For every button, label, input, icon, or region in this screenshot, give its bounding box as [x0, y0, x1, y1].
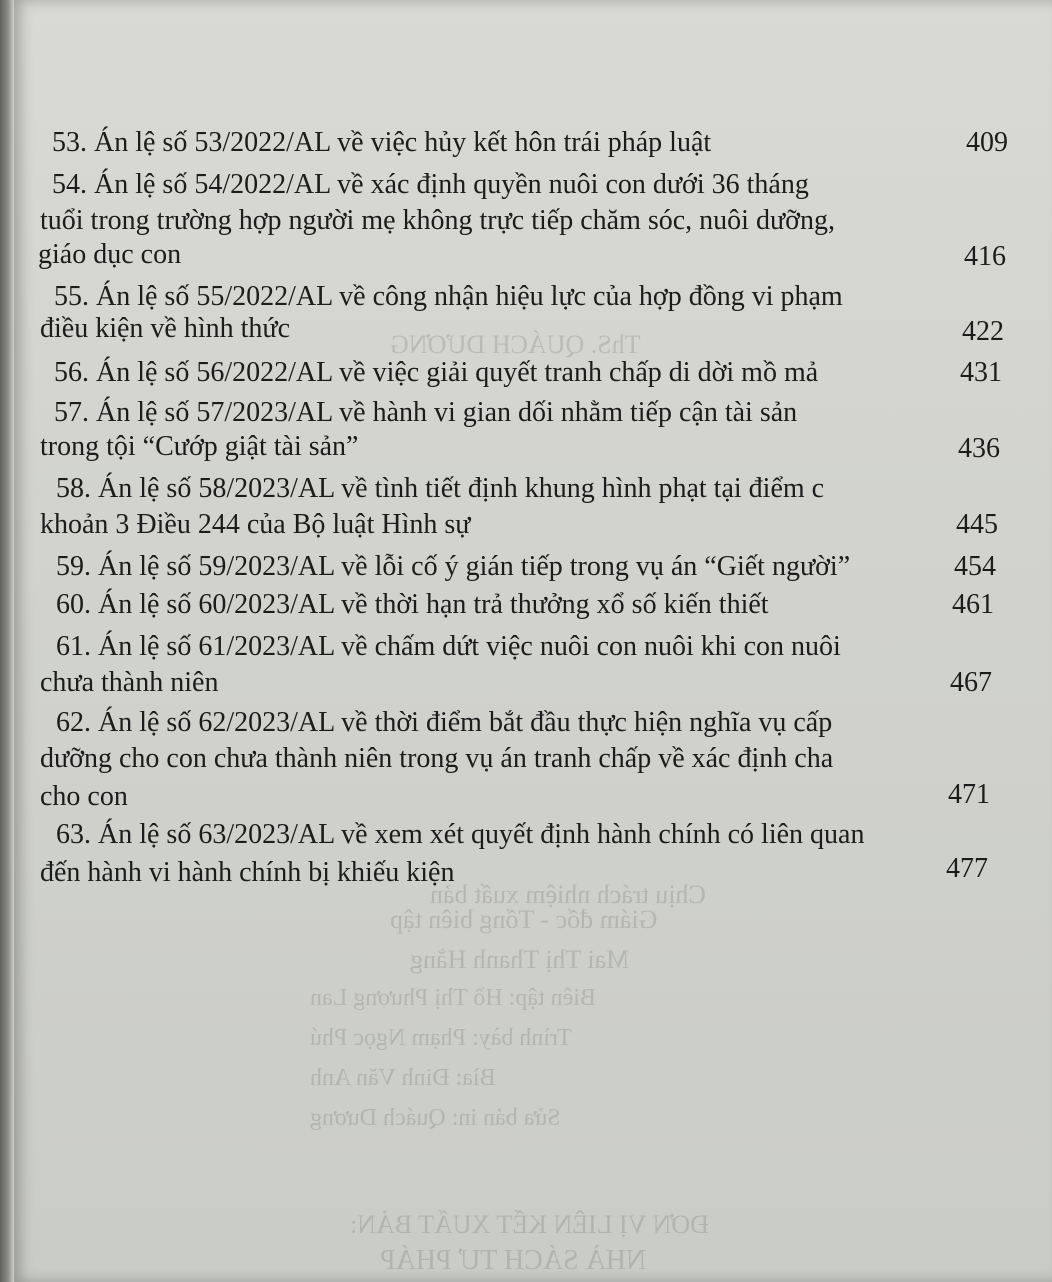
toc-entry-62-line-3: cho con — [40, 781, 128, 812]
toc-entry-61-line-1: 61. Án lệ số 61/2023/AL về chấm dứt việc nuôi con nuôi khi con nuôi — [56, 631, 841, 662]
toc-entry-61-line-2: chưa thành niên — [40, 667, 219, 698]
toc-entry-55-page: 422 — [962, 316, 1004, 347]
toc-entry-55-line-1: 55. Án lệ số 55/2022/AL về công nhận hiệu lực của hợp đồng vi phạm — [54, 281, 843, 312]
show-through-text: Chịu trách nhiệm xuất bản — [430, 880, 706, 909]
show-through-text: NHÀ SÁCH TƯ PHÁP — [380, 1245, 647, 1276]
toc-entry-56-page: 431 — [960, 357, 1002, 388]
toc-entry-63-line-1: 63. Án lệ số 63/2023/AL về xem xét quyết định hành chính có liên quan — [56, 819, 865, 850]
show-through-text: Bìa: Đinh Văn Anh — [310, 1065, 496, 1091]
toc-entry-57-page: 436 — [958, 433, 1000, 464]
toc-entry-62-line-1: 62. Án lệ số 62/2023/AL về thời điểm bắt đầu thực hiện nghĩa vụ cấp — [56, 707, 833, 738]
toc-entry-63-page: 477 — [946, 853, 988, 884]
toc-entry-54-line-2: tuổi trong trường hợp người mẹ không trực tiếp chăm sóc, nuôi dưỡng, — [40, 205, 835, 236]
toc-entry-63-line-2: đến hành vi hành chính bị khiếu kiện — [40, 857, 455, 888]
toc-entry-61-page: 467 — [950, 667, 992, 698]
toc-entry-58-page: 445 — [956, 509, 998, 540]
toc-entry-57-line-2: trong tội “Cướp giật tài sản” — [40, 431, 359, 462]
toc-entry-56-line-1: 56. Án lệ số 56/2022/AL về việc giải quyết tranh chấp di dời mồ mả — [54, 357, 819, 388]
toc-entry-57-line-1: 57. Án lệ số 57/2023/AL về hành vi gian dối nhằm tiếp cận tài sản — [54, 397, 798, 428]
show-through-text: ThS. QUÁCH DƯƠNG — [390, 330, 641, 359]
show-through-text: Mai Thị Thanh Hằng — [410, 945, 630, 974]
show-through-text: Giám đốc - Tổng biên tập — [390, 905, 658, 934]
toc-entry-60-page: 461 — [952, 589, 994, 620]
toc-entry-58-line-2: khoản 3 Điều 244 của Bộ luật Hình sự — [40, 509, 471, 540]
book-page — [10, 0, 1052, 1282]
show-through-text: Trình bày: Phạm Ngọc Phú — [310, 1025, 572, 1051]
show-through-text: ĐƠN VỊ LIÊN KẾT XUẤT BẢN: — [350, 1210, 709, 1239]
toc-entry-53-page: 409 — [966, 127, 1008, 158]
toc-entry-53-line-1: 53. Án lệ số 53/2022/AL về việc hủy kết hôn trái pháp luật — [52, 127, 712, 158]
show-through-text: Sửa bản in: Quách Dương — [310, 1105, 561, 1131]
toc-entry-58-line-1: 58. Án lệ số 58/2023/AL về tình tiết định khung hình phạt tại điểm c — [56, 473, 825, 504]
toc-entry-59-page: 454 — [954, 551, 996, 582]
toc-entry-55-line-2: điều kiện về hình thức — [40, 313, 291, 344]
toc-entry-60-line-1: 60. Án lệ số 60/2023/AL về thời hạn trả thưởng xổ số kiến thiết — [56, 589, 769, 620]
book-spine-edge — [0, 0, 14, 1282]
show-through-text: Biên tập: Hồ Thị Phương Lan — [310, 985, 596, 1011]
toc-entry-54-line-1: 54. Án lệ số 54/2022/AL về xác định quyền nuôi con dưới 36 tháng — [52, 169, 809, 200]
toc-entry-62-page: 471 — [948, 779, 990, 810]
toc-entry-62-line-2: dưỡng cho con chưa thành niên trong vụ án tranh chấp về xác định cha — [40, 743, 834, 774]
toc-entry-59-line-1: 59. Án lệ số 59/2023/AL về lỗi cố ý gián tiếp trong vụ án “Giết người” — [56, 551, 851, 582]
toc-entry-54-page: 416 — [964, 241, 1006, 272]
toc-entry-54-line-3: giáo dục con — [38, 239, 182, 270]
